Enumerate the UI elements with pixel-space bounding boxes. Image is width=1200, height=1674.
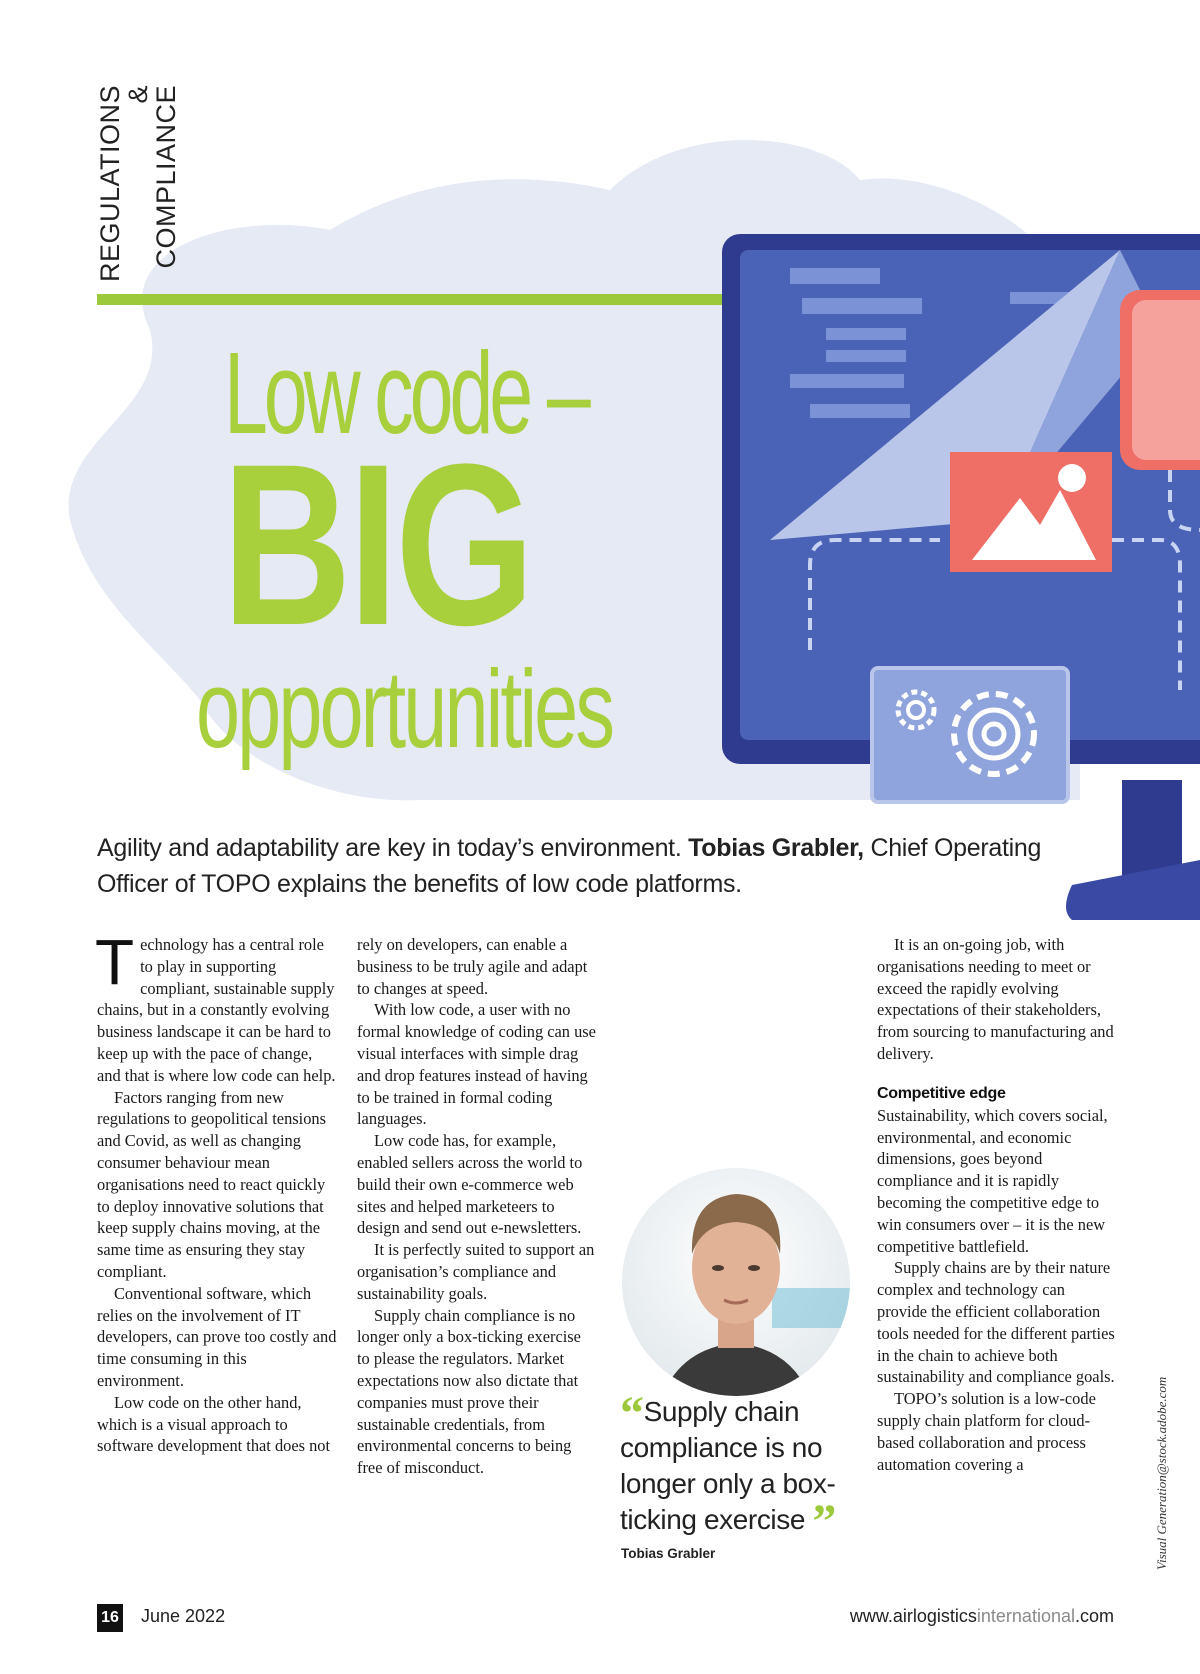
section-label [96,85,296,285]
pull-quote-text: Supply chain compliance is no longer only a box-ticking exercise [620,1396,836,1535]
paragraph: Supply chain compliance is no longer only a box-ticking exercise to please the regulators. Market expectations now also dictate that companies must prove their sustainable credentials, from environmental concerns to being free of misconduct. [357,1305,581,1478]
body-column-4 [877,934,1117,1475]
body-column-2 [357,934,597,1479]
standfirst [97,830,1077,902]
paragraph: Low code on the other hand, which is a visual approach to software development that does not [97,1392,331,1456]
open-quote-mark: “ [620,1387,644,1440]
paragraph: Factors ranging from new regulations to geopolitical tensions and Covid, as well as changing consumer behaviour mean organisations need to react quickly to deploy innovative solutions that keep supply chains moving, at the same time as ensuring they stay compliant. [97,1087,326,1281]
issue-date: June 2022 [141,1606,226,1626]
standfirst-rest: Chief Operating Officer of TOPO explains the benefits of low code platforms. [97,834,1042,898]
website-url[interactable]: www.airlogisticsinternational.com [849,1606,1114,1626]
page-number: 16 [97,1604,123,1632]
paragraph: rely on developers, can enable a business to be truly agile and adapt to changes at speed. [357,935,588,998]
standfirst-intro: Agility and adaptability are key in today’s environment. [97,834,682,862]
paragraph: It is an on-going job, with organisations needing to meet or exceed the rapidly evolving expectations of their stakeholders, from sourcing to manufacturing and delivery. [877,935,1114,1063]
section-label-line2: COMPLIANCE [151,85,181,269]
close-quote-mark: ” [812,1495,837,1548]
image-credit: Visual Generation@stock.adobe.com [1154,1376,1169,1570]
headline-line3: opportunities [196,648,613,771]
pull-quote-attribution: Tobias Grabler [621,1546,716,1561]
paragraph: echnology has a central role to play in supporting compliant, sustainable supply chains, but in a constantly evolving business landscape it can be hard to keep up with the pace of change, and that is where low code can help. [97,935,336,1085]
subheading: Competitive edge [877,1084,1006,1102]
paragraph: Conventional software, which relies on the involvement of IT developers, can prove too costly and time consuming in this environment. [97,1283,337,1390]
paragraph: Low code has, for example, enabled sellers across the world to build their own e-commerce web sites and helped marketeers to design and send out e-newsletters. [357,1131,583,1238]
green-rule [97,294,722,305]
body-column-1 [95,926,337,1457]
paragraph: TOPO’s solution is a low-code supply chain platform for cloud-based collaboration and process automation covering a [877,1389,1096,1474]
paragraph: With low code, a user with no formal knowledge of coding can use visual interfaces with simple drag and drop features instead of having to be trained in formal coding languages. [357,1000,596,1129]
section-label-line1: REGULATIONS & [95,85,153,283]
paragraph: Sustainability, which covers social, environmental, and economic dimensions, goes beyond compliance and it is rapidly becoming the competitive edge to win consumers over – it is the new competitive battlefield. [877,1105,1108,1256]
paragraph: Supply chains are by their nature complex and technology can provide the efficient collaboration tools needed for the different parties in the chain to achieve both sustainability and compliance goals. [877,1258,1115,1387]
pull-quote [620,1387,860,1548]
dropcap: T [95,926,135,998]
standfirst-author: Tobias Grabler, [688,834,864,862]
monitor-illustration [700,220,1200,920]
paragraph: It is perfectly suited to support an organisation’s compliance and sustainability goals. [357,1240,595,1303]
headline-line1: Low code – [224,328,587,458]
headline-line2: BIG [222,416,532,673]
author-photo [622,1168,850,1396]
